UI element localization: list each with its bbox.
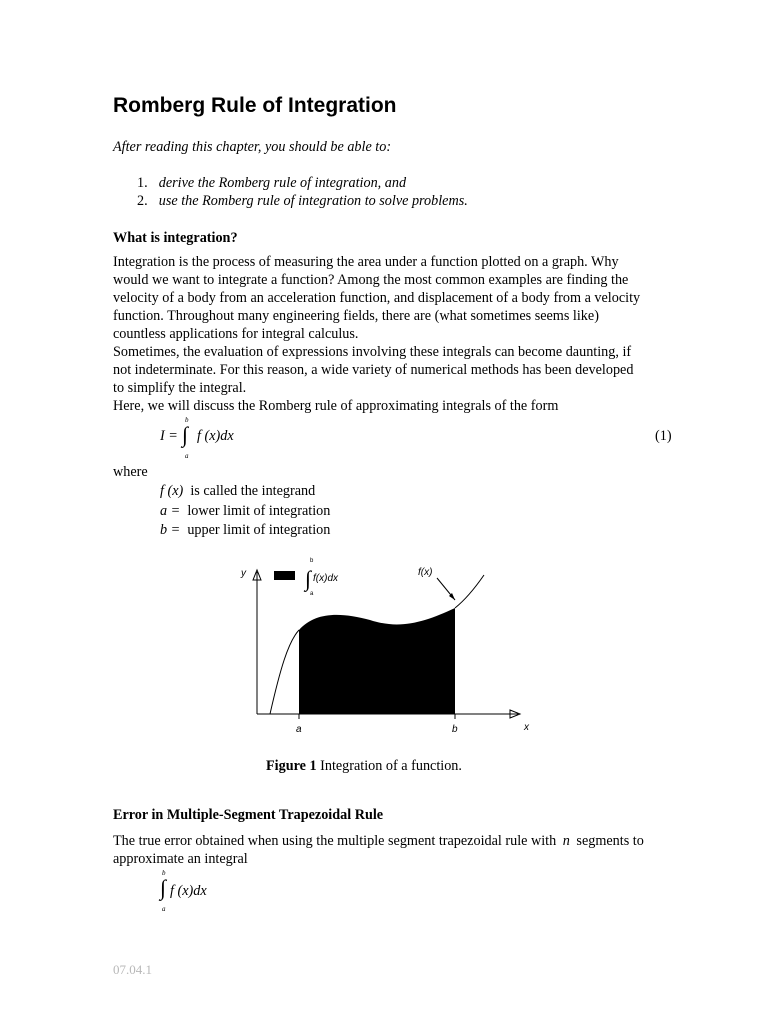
intro-text: After reading this chapter, you should be able to: <box>113 139 392 155</box>
curve-left <box>270 630 299 714</box>
section2-line2: approximate an integral <box>113 851 248 867</box>
definition-symbol: a = <box>160 503 181 519</box>
equation-1 <box>160 416 680 462</box>
legend-upper: b <box>310 558 314 564</box>
definition-lower-limit <box>160 502 330 520</box>
objective-text: use the Romberg rule of integration to solve problems. <box>158 193 468 209</box>
body-line: velocity of a body from an acceleration function, and displacement of a body from a velocity <box>113 290 641 306</box>
body-text: The true error obtained when using the multiple segment trapezoidal rule with <box>113 833 557 849</box>
definition-text: is called the integrand <box>190 483 316 499</box>
definition-text: upper limit of integration <box>187 522 331 538</box>
body-line: function. Throughout many engineering fields, there are (what sometimes seems like) <box>113 308 599 324</box>
figure-caption <box>266 757 462 775</box>
section-heading-integration: What is integration? <box>113 230 238 246</box>
curve-label: f(x) <box>418 567 433 578</box>
body-line: to simplify the integral. <box>113 380 247 396</box>
objective-2 <box>137 192 468 210</box>
objective-text: derive the Romberg rule of integration, and <box>158 175 407 191</box>
figure-caption-label: Figure 1 <box>266 758 317 774</box>
b-label: b <box>452 724 458 735</box>
equation-2 <box>160 869 260 915</box>
lower-limit: a <box>185 452 189 460</box>
body-line: Here, we will discuss the Romberg rule of approximating integrals of the form <box>113 398 559 414</box>
curve-right <box>455 575 484 608</box>
legend-integral-sign: ∫ <box>305 566 312 591</box>
body-text: segments to <box>576 833 644 849</box>
legend-swatch <box>274 571 295 580</box>
equation-number: (1) <box>655 428 672 444</box>
definition-upper-limit <box>160 521 330 539</box>
equation-lhs: I = <box>160 428 178 444</box>
body-line: Integration is the process of measuring the area under a function plotted on a graph. Why <box>113 254 619 270</box>
body-line: not indeterminate. For this reason, a wide variety of numerical methods has been developed <box>113 362 634 378</box>
section2-line1 <box>113 832 713 850</box>
n-symbol: n <box>562 833 570 849</box>
upper-limit: b <box>162 869 166 877</box>
upper-limit: b <box>185 416 189 424</box>
integral-sign: ∫ <box>160 875 167 900</box>
y-axis-label: y <box>241 568 246 579</box>
integration-figure <box>230 550 540 740</box>
objective-1 <box>137 174 406 192</box>
integrand: f (x)dx <box>197 428 234 444</box>
x-axis-label: x <box>524 722 529 733</box>
definition-symbol: b = <box>160 522 181 538</box>
where-text: where <box>113 464 148 480</box>
body-line: countless applications for integral calculus. <box>113 326 359 342</box>
page-title: Romberg Rule of Integration <box>113 94 397 117</box>
integral-sign: ∫ <box>182 422 189 447</box>
section-heading-error: Error in Multiple-Segment Trapezoidal Rule <box>113 807 384 823</box>
lower-limit: a <box>162 905 166 913</box>
body-line: would we want to integrate a function? Among the most common examples are finding the <box>113 272 629 288</box>
shaded-area <box>299 608 455 714</box>
figure-caption-text: Integration of a function. <box>320 758 462 774</box>
objective-number: 2. <box>137 193 148 209</box>
legend-lower: a <box>310 591 314 597</box>
a-label: a <box>296 724 302 735</box>
integrand: f (x)dx <box>170 883 207 899</box>
body-line: Sometimes, the evaluation of expressions involving these integrals can become daunting, if <box>113 344 632 360</box>
page-number: 07.04.1 <box>113 962 152 977</box>
definition-integrand <box>160 482 315 500</box>
definition-symbol: f (x) <box>160 483 184 499</box>
definition-text: lower limit of integration <box>187 503 331 519</box>
legend-expression: f(x)dx <box>313 573 338 584</box>
objective-number: 1. <box>137 175 148 191</box>
section1-body <box>113 253 693 415</box>
